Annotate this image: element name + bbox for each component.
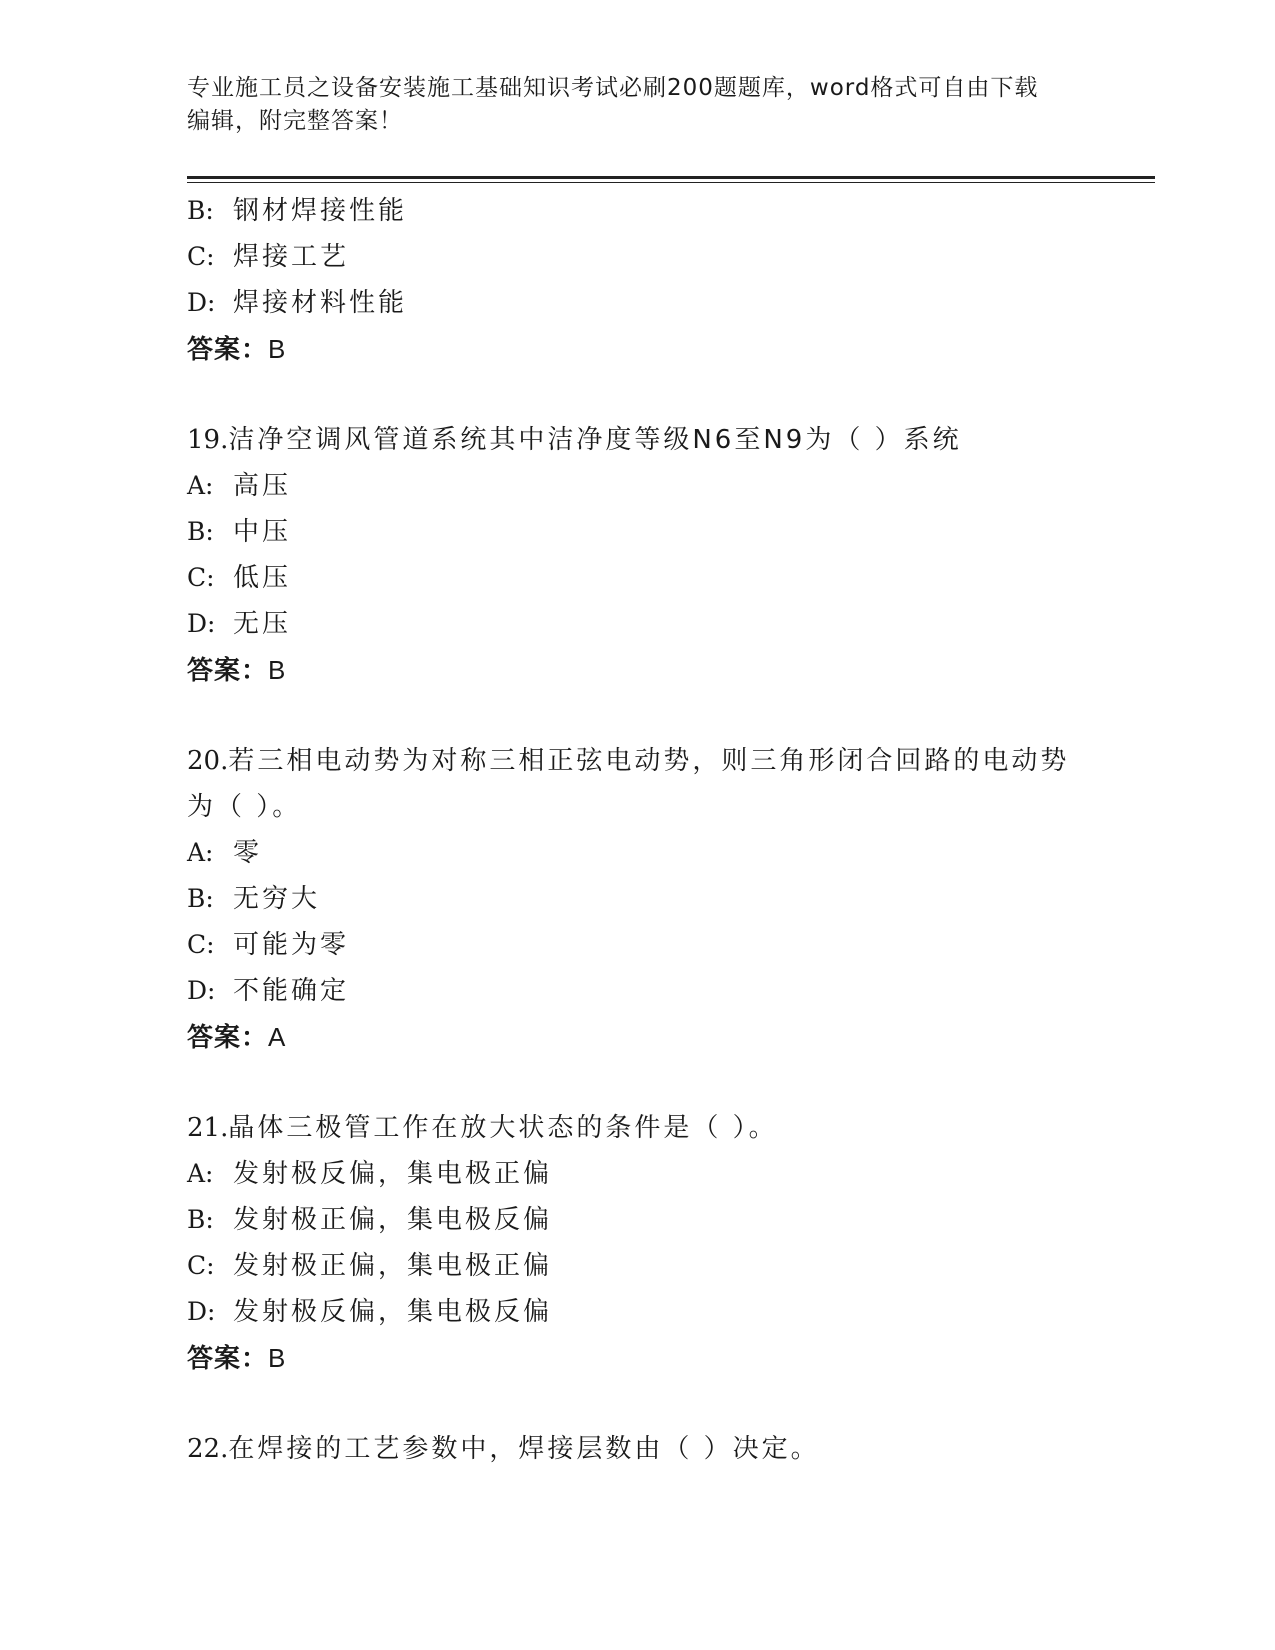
- answer-line: [187, 1014, 1087, 1060]
- answer-label: 答案：: [187, 1344, 269, 1374]
- question-gap: [187, 693, 1087, 738]
- option-text: 焊接工艺: [233, 242, 350, 272]
- option-text: 发射极反偏，集电极正偏: [233, 1159, 553, 1189]
- option-b: [187, 509, 1087, 555]
- header-title-line1: 专业施工员之设备安装施工基础知识考试必刷200题题库，word格式可自由下载: [187, 75, 1039, 101]
- option-text: 发射极反偏，集电极反偏: [233, 1297, 553, 1327]
- option-letter: D:: [187, 976, 216, 1005]
- option-letter: C:: [187, 242, 215, 271]
- option-d: [187, 968, 1087, 1014]
- question-21: [187, 1105, 1087, 1381]
- option-text: 可能为零: [233, 930, 350, 960]
- question-text: 晶体三极管工作在放大状态的条件是（ ）。: [228, 1113, 778, 1143]
- option-text: 不能确定: [233, 976, 350, 1006]
- option-c: [187, 1243, 1087, 1289]
- question-list: [187, 188, 1087, 1472]
- header-title-line2: 编辑，附完整答案！: [187, 108, 403, 134]
- option-letter: A:: [187, 1159, 214, 1188]
- option-c: [187, 555, 1087, 601]
- option-d: [187, 601, 1087, 647]
- option-text: 发射极正偏，集电极正偏: [233, 1251, 553, 1281]
- option-letter: D:: [187, 288, 216, 317]
- option-letter: C:: [187, 1251, 215, 1280]
- question-20: [187, 738, 1087, 1060]
- option-letter: C:: [187, 563, 215, 592]
- answer-value: B: [268, 1343, 287, 1373]
- answer-value: B: [268, 655, 287, 685]
- question-stem: [187, 1426, 1087, 1472]
- option-letter: A:: [187, 838, 214, 867]
- option-letter: B:: [187, 196, 214, 225]
- option-text: 无压: [233, 609, 292, 639]
- option-c: [187, 922, 1087, 968]
- option-b: [187, 188, 1087, 234]
- option-text: 零: [233, 838, 263, 868]
- option-letter: A:: [187, 471, 214, 500]
- question-gap: [187, 372, 1087, 417]
- option-letter: B:: [187, 884, 214, 913]
- option-b: [187, 1197, 1087, 1243]
- header-divider-thick: [187, 176, 1155, 179]
- question-number: 21.: [187, 1113, 229, 1143]
- answer-value: B: [268, 334, 287, 364]
- answer-label: 答案：: [187, 1023, 269, 1053]
- answer-line: [187, 647, 1087, 693]
- option-b: [187, 876, 1087, 922]
- question-gap: [187, 1060, 1087, 1105]
- option-letter: C:: [187, 930, 215, 959]
- question-22: [187, 1426, 1087, 1472]
- question-number: 22.: [187, 1434, 229, 1464]
- question-text: 为（ ）。: [187, 792, 302, 822]
- option-a: [187, 463, 1087, 509]
- option-c: [187, 234, 1087, 280]
- question-stem: [187, 1105, 1087, 1151]
- answer-label: 答案：: [187, 335, 269, 365]
- option-letter: B:: [187, 1205, 214, 1234]
- option-text: 中压: [233, 517, 292, 547]
- option-letter: B:: [187, 517, 214, 546]
- option-a: [187, 830, 1087, 876]
- option-text: 高压: [233, 471, 292, 501]
- answer-line: [187, 326, 1087, 372]
- option-a: [187, 1151, 1087, 1197]
- answer-value: A: [268, 1022, 287, 1052]
- option-text: 无穷大: [233, 884, 321, 914]
- question-18-partial: [187, 188, 1087, 372]
- option-text: 发射极正偏，集电极反偏: [233, 1205, 553, 1235]
- question-stem-continued: [187, 784, 1087, 830]
- question-gap: [187, 1381, 1087, 1426]
- question-stem: [187, 738, 1087, 784]
- question-19: [187, 417, 1087, 693]
- question-number: 19.: [187, 425, 229, 455]
- page-header: [187, 72, 1087, 138]
- option-d: [187, 1289, 1087, 1335]
- question-stem: [187, 417, 1087, 463]
- question-text: 在焊接的工艺参数中，焊接层数由（ ）决定。: [228, 1434, 820, 1464]
- header-divider-thin: [187, 182, 1155, 183]
- question-text: 若三相电动势为对称三相正弦电动势，则三角形闭合回路的电动势: [228, 746, 1070, 776]
- option-text: 焊接材料性能: [233, 288, 408, 318]
- option-d: [187, 280, 1087, 326]
- answer-line: [187, 1335, 1087, 1381]
- option-text: 钢材焊接性能: [233, 196, 408, 226]
- question-number: 20.: [187, 746, 229, 776]
- option-letter: D:: [187, 609, 216, 638]
- question-text: 洁净空调风管道系统其中洁净度等级N6至N9为（ ）系统: [228, 425, 962, 455]
- option-text: 低压: [233, 563, 292, 593]
- option-letter: D:: [187, 1297, 216, 1326]
- answer-label: 答案：: [187, 656, 269, 686]
